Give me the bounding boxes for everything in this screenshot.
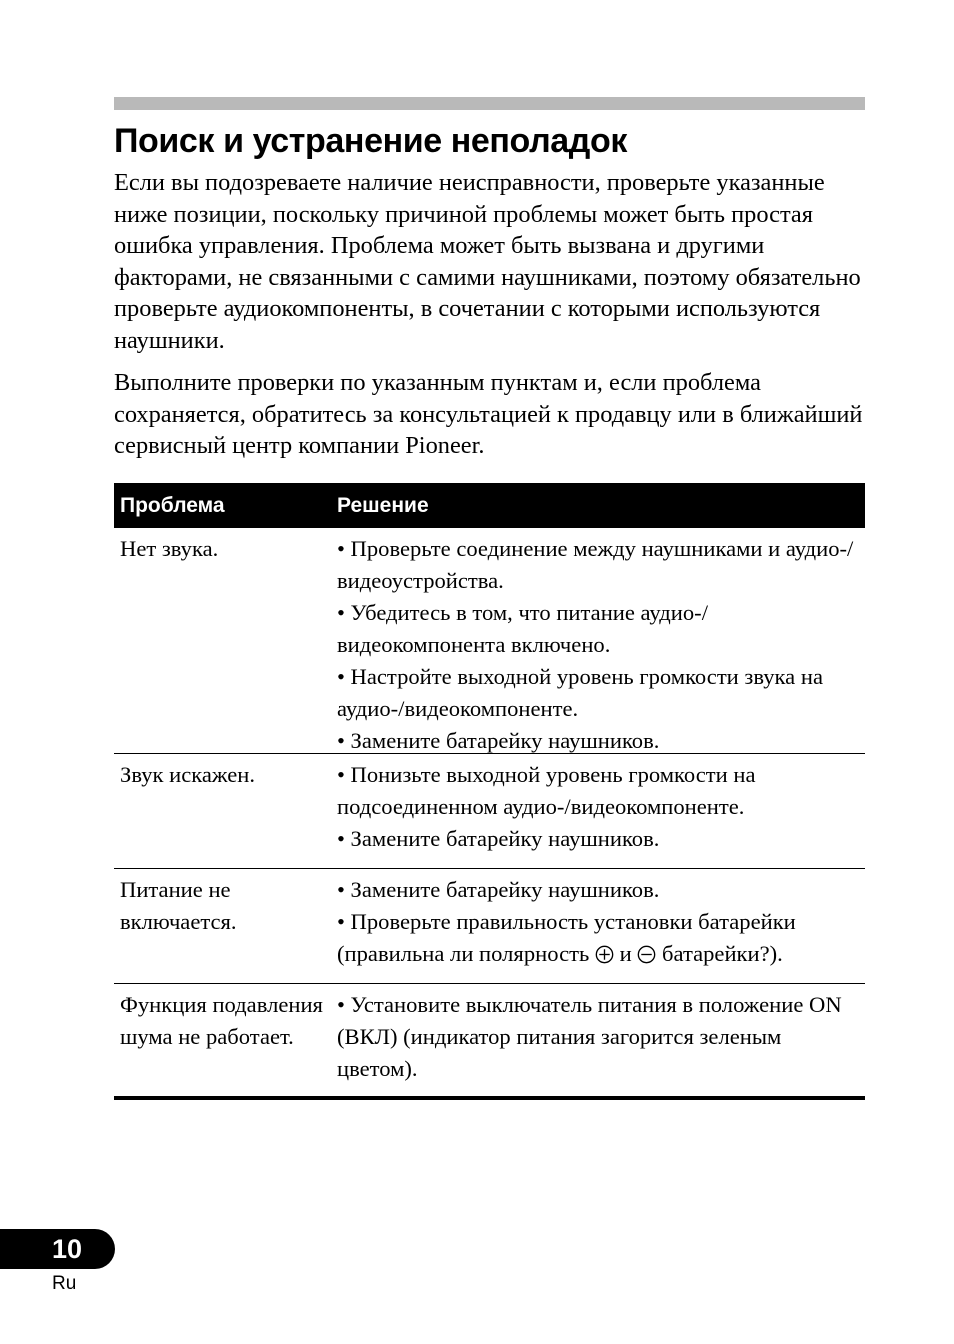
problem-cell: Функция подавления шума не работает. <box>120 992 323 1049</box>
solution-item: • Замените батарейку наушников. <box>337 826 660 851</box>
page-title: Поиск и устранение неполадок <box>114 122 627 160</box>
column-header-solution: Решение <box>337 493 429 517</box>
table-row <box>114 528 865 754</box>
table-row <box>114 984 865 1100</box>
table-row <box>114 869 865 984</box>
plus-polarity-icon <box>595 945 614 964</box>
solution-item: • Понизьте выходной уровень громкости на подсоединенном аудио-/видеокомпоненте. <box>337 762 756 819</box>
table-header <box>114 483 865 528</box>
table-row <box>114 754 865 869</box>
solution-item: • Настройте выходной уровень громкости звука на аудио-/видеокомпоненте. <box>337 664 823 721</box>
solution-item: • Проверьте соединение между наушниками и аудио-/видеоустройства. <box>337 536 854 593</box>
solution-item: • Установите выключатель питания в положение ON (ВКЛ) (индикатор питания загорится зеленым цветом). <box>337 992 842 1081</box>
solution-cell <box>337 528 863 753</box>
polarity-tail: батарейки?). <box>662 941 783 966</box>
intro-paragraph-2: Выполните проверки по указанным пунктам и, если проблема сохраняется, обратитесь за консультацией к продавцу или в ближайший сервисный центр компании Pioneer. <box>114 369 863 460</box>
column-header-problem: Проблема <box>120 493 225 517</box>
solution-item: • Замените батарейку наушников. <box>337 877 660 902</box>
solution-item: • Убедитесь в том, что питание аудио-/ видеокомпонента включено. <box>337 600 708 657</box>
page-number: 10 <box>52 1234 83 1264</box>
problem-cell: Звук искажен. <box>120 762 255 787</box>
language-label: Ru <box>52 1273 77 1294</box>
intro-paragraph-1: Если вы подозреваете наличие неисправности, проверьте указанные ниже позиции, поскольку причиной проблемы может быть простая ошибка управления. Проблема может быть вызвана и другими факторами, не связанными с самими наушниками, поэтому обязательно проверьте аудиокомпоненты, в сочетании с которыми используются наушники. <box>114 169 861 354</box>
solution-cell <box>337 754 863 868</box>
solution-cell <box>337 984 863 1096</box>
solution-item: • Замените батарейку наушников. <box>337 728 660 753</box>
minus-polarity-icon <box>637 945 656 964</box>
page-number-badge <box>0 1229 115 1269</box>
problem-cell: Питание не включается. <box>120 877 237 934</box>
troubleshooting-table <box>114 483 865 1100</box>
solution-cell <box>337 869 863 983</box>
polarity-and: и <box>619 941 632 966</box>
problem-cell: Нет звука. <box>120 536 219 561</box>
solution-item <box>337 906 863 970</box>
section-header-bar <box>114 97 865 110</box>
solution-text: • Проверьте правильность установки батарейки (правильна ли полярность <box>337 909 796 966</box>
